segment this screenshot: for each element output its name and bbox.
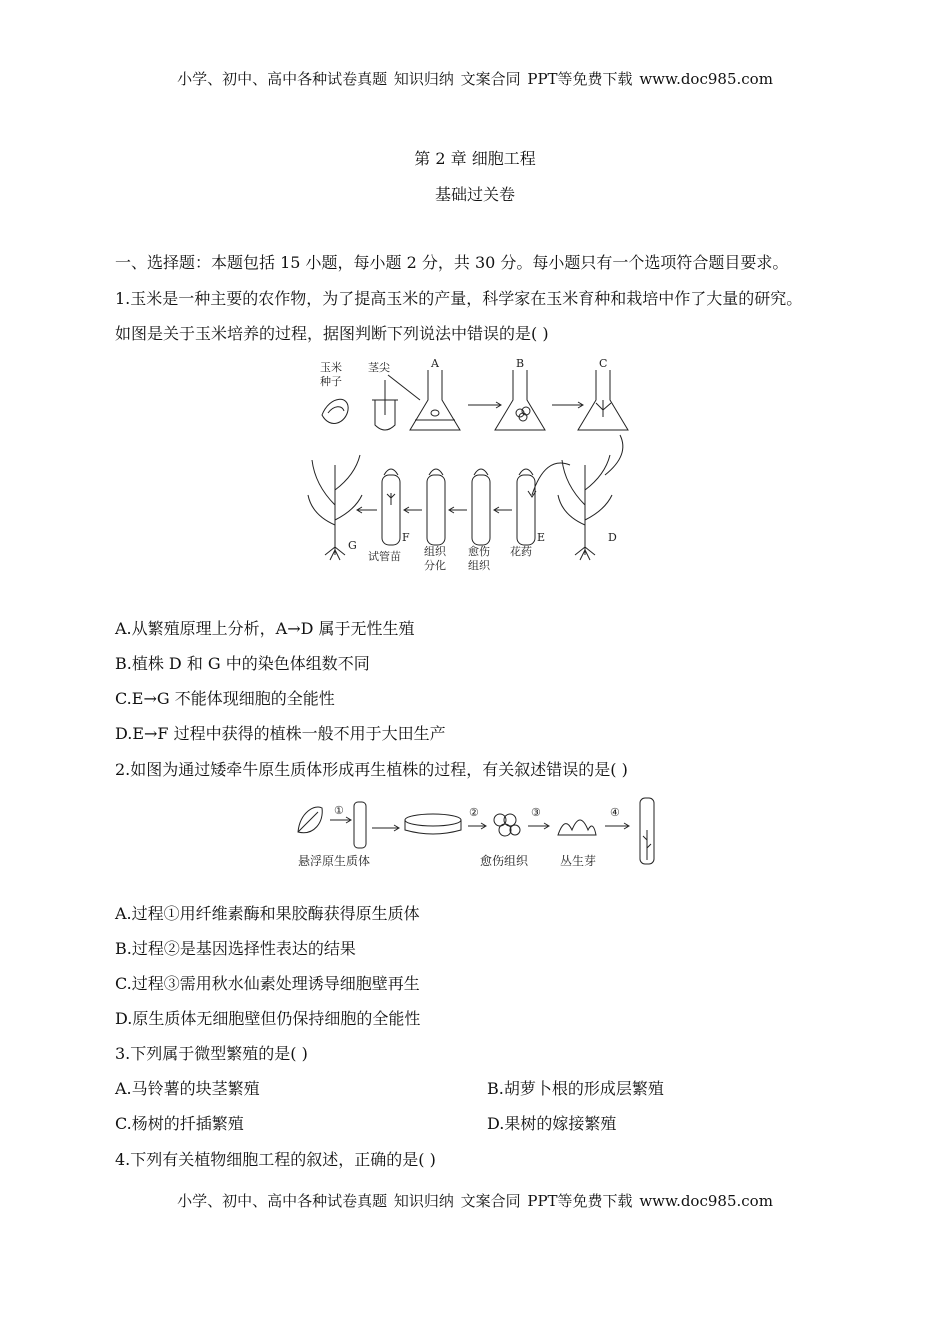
q2-stem: 2.如图为通过矮牵牛原生质体形成再生植株的过程，有关叙述错误的是( ) <box>115 760 628 779</box>
label-diff1: 组织 <box>424 545 446 558</box>
seed-icon <box>322 399 348 423</box>
label-e: E <box>537 531 546 544</box>
q1-option-c: C.E→G 不能体现细胞的全能性 <box>115 689 335 708</box>
q1-figure <box>300 355 650 580</box>
label-tip: 茎尖 <box>368 361 390 374</box>
label-g: G <box>348 539 357 552</box>
q1-option-b: B.植株 D 和 G 中的染色体组数不同 <box>115 654 370 673</box>
label-c: C <box>599 357 608 370</box>
label-callus: 愈伤组织 <box>480 854 529 868</box>
label-buds: 丛生芽 <box>560 854 597 868</box>
tube-f-icon <box>382 475 400 545</box>
label-seed2: 种子 <box>320 375 342 388</box>
label-f: F <box>402 531 410 544</box>
arrow-line <box>388 375 420 400</box>
q3-option-a: A.马铃薯的块茎繁殖 <box>115 1079 260 1098</box>
label-b: B <box>516 357 525 370</box>
flask-a-icon <box>410 370 460 430</box>
q3-stem: 3.下列属于微型繁殖的是( ) <box>115 1044 308 1063</box>
q2-option-a: A.过程①用纤维素酶和果胶酶获得原生质体 <box>115 904 420 923</box>
label-d: D <box>608 531 617 544</box>
petri-dish-icon <box>405 814 461 826</box>
chapter-title: 第 2 章 细胞工程 <box>414 149 536 168</box>
protoplast-tube-icon <box>354 802 366 848</box>
q1-stem-line2: 如图是关于玉米培养的过程，据图判断下列说法中错误的是( ) <box>115 324 549 343</box>
q2-option-b: B.过程②是基因选择性表达的结果 <box>115 939 356 958</box>
label-callus1: 愈伤 <box>468 545 490 558</box>
section-heading: 一、选择题：本题包括 15 小题，每小题 2 分，共 30 分。每小题只有一个选项符合题目要求。 <box>115 253 789 272</box>
label-anther: 花药 <box>510 545 532 558</box>
subtitle: 基础过关卷 <box>434 185 515 204</box>
step-2: ② <box>469 806 479 819</box>
label-protoplast: 悬浮原生质体 <box>298 854 371 868</box>
tube-callus-icon <box>472 475 490 545</box>
q2-option-d: D.原生质体无细胞壁但仍保持细胞的全能性 <box>115 1009 421 1028</box>
label-seedling: 试管苗 <box>368 550 401 563</box>
page-footer: 小学、初中、高中各种试卷真题 知识归纳 文案合同 PPT等免费下载 www.doc985.com <box>177 1192 773 1210</box>
arrow-c-d <box>605 435 623 475</box>
tube-diff-icon <box>427 475 445 545</box>
q3-option-d: D.果树的嫁接繁殖 <box>487 1114 617 1133</box>
tube-e-icon <box>517 475 535 545</box>
plant-d-icon <box>558 455 612 555</box>
flask-b-icon <box>495 370 545 430</box>
label-a: A <box>431 357 439 370</box>
step-4: ④ <box>610 806 620 819</box>
q4-stem: 4.下列有关植物细胞工程的叙述，正确的是( ) <box>115 1150 436 1169</box>
label-diff2: 分化 <box>424 559 446 572</box>
page-header: 小学、初中、高中各种试卷真题 知识归纳 文案合同 PPT等免费下载 www.doc985.com <box>177 70 773 88</box>
q2-option-c: C.过程③需用秋水仙素处理诱导细胞壁再生 <box>115 974 420 993</box>
step-1: ① <box>334 804 344 817</box>
q1-option-d: D.E→F 过程中获得的植株一般不用于大田生产 <box>115 724 446 743</box>
q3-option-c: C.杨树的扦插繁殖 <box>115 1114 244 1133</box>
q3-option-b: B.胡萝卜根的形成层繁殖 <box>487 1079 664 1098</box>
q2-figure <box>290 790 670 872</box>
step-3: ③ <box>531 806 541 819</box>
q1-stem-line1: 1.玉米是一种主要的农作物，为了提高玉米的产量，科学家在玉米育种和栽培中作了大量的研究。 <box>115 289 803 308</box>
buds-icon <box>558 820 596 835</box>
leaf-icon <box>298 807 322 833</box>
q1-option-a: A.从繁殖原理上分析，A→D 属于无性生殖 <box>115 619 415 638</box>
label-seed1: 玉米 <box>320 361 342 374</box>
label-callus2: 组织 <box>468 559 490 572</box>
